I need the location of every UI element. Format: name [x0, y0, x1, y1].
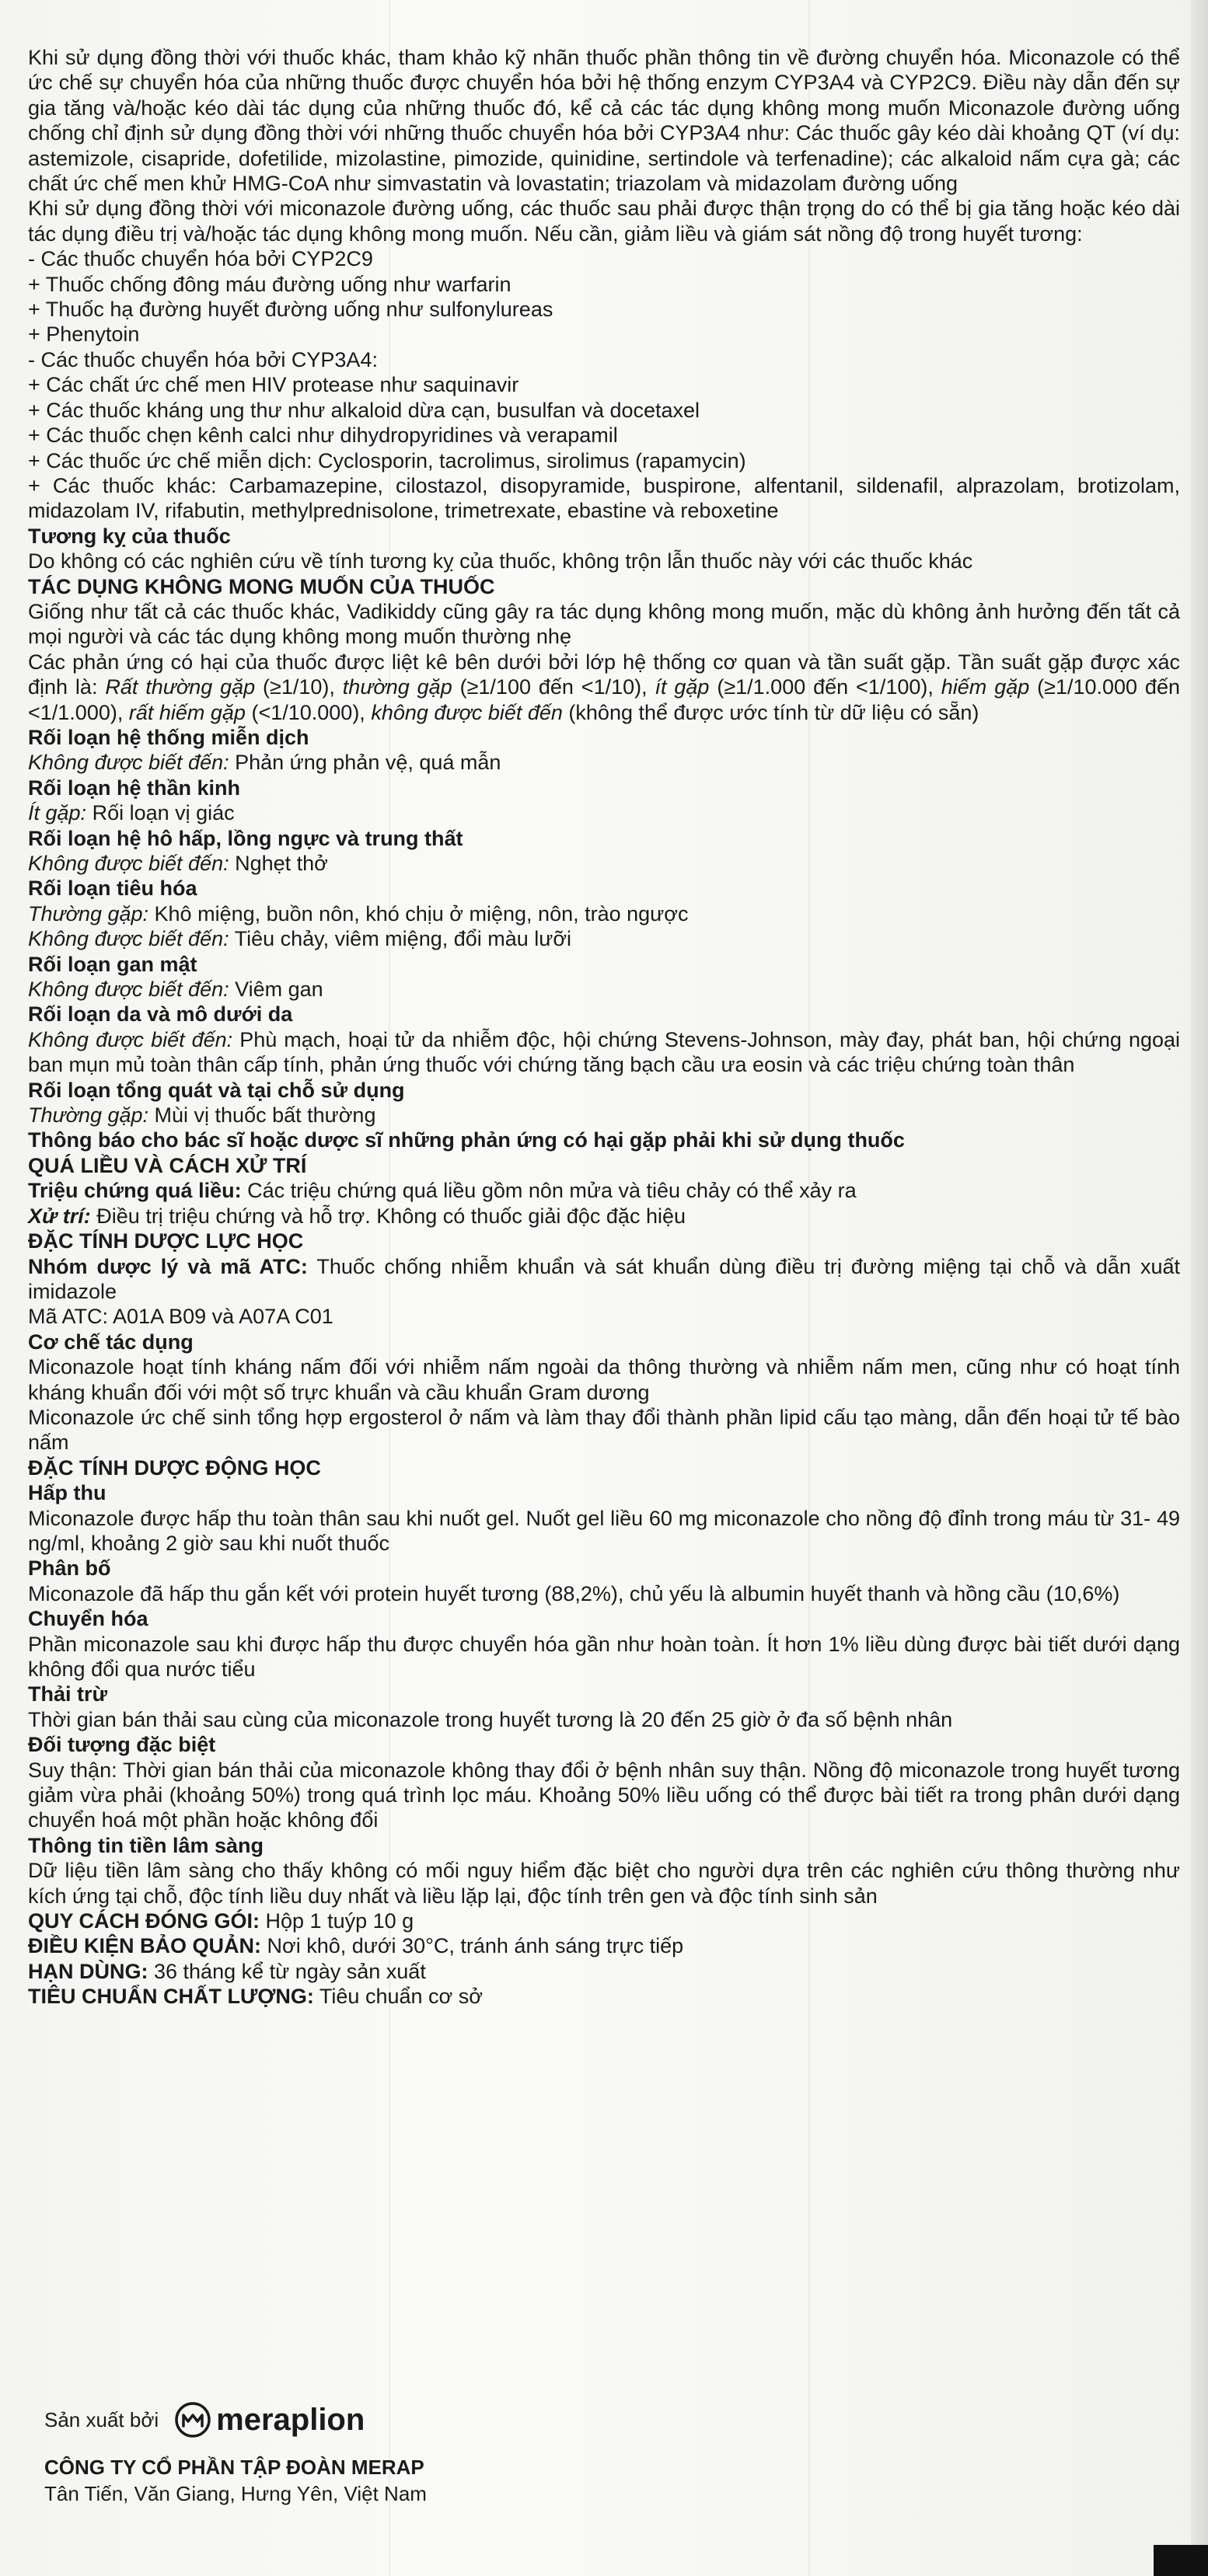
field-label: Triệu chứng quá liều:: [28, 1179, 242, 1203]
storage: [28, 1933, 1180, 1958]
overdose-title: QUÁ LIỀU VÀ CÁCH XỬ TRÍ: [28, 1153, 307, 1177]
caution-item: + Thuốc chống đông máu đường uống như warfarin: [28, 272, 511, 296]
section-title: Rối loạn tổng quát và tại chỗ sử dụng: [28, 1078, 405, 1102]
corner-mark: [1154, 2545, 1208, 2576]
entry-text: Phù mạch, hoại tử da nhiễm độc, hội chứng Stevens-Johnson, mày đay, phát ban, hội chứng ngoại ban mụn mủ toàn thân cấp tính, phản ứng thuốc với chứng tăng bạch cầu ưa eosin và các triệu chứng toàn thân: [28, 1027, 1181, 1077]
report-notice: Thông báo cho bác sĩ hoặc dược sĩ những phản ứng có hại gặp phải khi sử dụng thuốc: [28, 1128, 905, 1152]
freq-range: (≥1/100 đến <1/10),: [452, 675, 655, 699]
freq-term: Thường gặp:: [28, 1103, 149, 1128]
manufacturer-footer: [44, 2401, 427, 2507]
freq-term: không được biết đến: [371, 700, 563, 724]
adverse-entry: [28, 1103, 1180, 1128]
meraplion-logo-icon: [174, 2401, 211, 2438]
field-text: Tiêu chuẩn cơ sở: [313, 1985, 483, 2009]
incompat-title: Tương kỵ của thuốc: [28, 524, 231, 548]
caution-item: + Phenytoin: [28, 322, 140, 347]
section-title: Thải trừ: [28, 1682, 108, 1706]
leaflet-text: [28, 45, 1180, 2010]
caution-item: + Các thuốc chẹn kênh calci như dihydropyridines và verapamil: [28, 424, 618, 448]
field-label: TIÊU CHUẨN CHẤT LƯỢNG:: [28, 1985, 314, 2009]
freq-term: Rất thường gặp: [105, 675, 256, 699]
section-title: Rối loạn hệ thần kinh: [28, 776, 241, 800]
overdose-symptoms: [28, 1178, 1180, 1203]
field-label: ĐIỀU KIỆN BẢO QUẢN:: [28, 1934, 262, 1958]
moa-title: Cơ chế tác dụng: [28, 1330, 194, 1354]
freq-term: rất hiếm gặp: [128, 700, 246, 724]
caution-other: + Các thuốc khác: Carbamazepine, cilostazol, disopyramide, buspirone, alfentanil, sildenafil, alprazolam, brotizolam, midazolam IV, rifabutin, methylprednisolone, trimetrexate, ebastine và reboxetine: [28, 473, 1180, 523]
freq-term: Thường gặp:: [28, 901, 149, 925]
caution-item: - Các thuốc chuyển hóa bởi CYP3A4:: [28, 347, 378, 371]
adverse-entry: [28, 750, 1180, 775]
caution-item: + Các thuốc kháng ung thư như alkaloid dừa cạn, busulfan và docetaxel: [28, 398, 700, 422]
manufacturer-line: [44, 2401, 427, 2438]
caution-item: + Các thuốc ức chế miễn dịch: Cyclosporin, tacrolimus, sirolimus (rapamycin): [28, 448, 746, 472]
pd-group: [28, 1254, 1180, 1305]
moa-text: Miconazole hoạt tính kháng nấm đối với nhiễm nấm ngoài da thông thường và nhiễm nấm men, cũng như có hoạt tính kháng khuẩn đối với một số trực khuẩn và cầu khuẩn Gram dương: [28, 1355, 1180, 1404]
field-text: Các triệu chứng quá liều gồm nôn mửa và tiêu chảy có thể xảy ra: [241, 1179, 857, 1203]
preclin-text: Dữ liệu tiền lâm sàng cho thấy không có mối nguy hiểm đặc biệt cho người dựa trên các nghiên cứu thông thường như kích ứng tại chỗ, độc tính liều duy nhất và liều lặp lại, độc tính trên gen và độc tính sinh sản: [28, 1859, 1180, 1908]
meraplion-logo: [174, 2401, 365, 2438]
field-label: HẠN DÙNG:: [28, 1959, 148, 1983]
freq-term: Ít gặp:: [28, 801, 87, 825]
interactions-text: Khi sử dụng đồng thời với thuốc khác, tham khảo kỹ nhãn thuốc phần thông tin về đường chuyển hóa. Miconazole có thể ức chế sự chuyển hóa của những thuốc được chuyển hóa bởi hệ thống enzym CYP3A4 và CYP2C9. Điều này dẫn đến sự gia tăng và/hoặc kéo dài tác dụng của những thuốc đó, kể cả các tác dụng không mong muốn Miconazole đường uống chống chỉ định sử dụng đồng thời với những thuốc chuyển hóa bởi CYP3A4 như: Các thuốc gây kéo dài khoảng QT (ví dụ: astemizole, cisapride, dofetilide, mizolastine, pimozide, quinidine, sertindole và terfenadine); các alkaloid nấm cựa gà; các chất ức chế men khử HMG-CoA như simvastatin và lovastatin; triazolam và midazolam đường uống: [28, 46, 1180, 196]
adverse-entry: [28, 1027, 1180, 1078]
section-title: Rối loạn hệ thống miễn dịch: [28, 725, 309, 749]
adverse-title: TÁC DỤNG KHÔNG MONG MUỐN CỦA THUỐC: [28, 574, 495, 598]
paper-edge: [1191, 0, 1208, 2576]
caution-intro: Khi sử dụng đồng thời với miconazole đường uống, các thuốc sau phải được thận trọng do có thể bị gia tăng hoặc kéo dài tác dụng điều trị và/hoặc tác dụng không mong muốn. Nếu cần, giảm liều và giám sát nồng độ trong huyết tương:: [28, 197, 1180, 246]
section-title: Rối loạn tiêu hóa: [28, 877, 197, 901]
special-text: Suy thận: Thời gian bán thải của miconazole không thay đổi ở bệnh nhân suy thận. Nồng độ miconazole trong huyết tương giảm vừa phải (khoảng 50%) trong quá trình lọc máu. Khoảng 50% liều uống có thể được bài tiết ra trong phân dưới dạng chuyển hoá một phần hoặc không đổi: [28, 1758, 1180, 1832]
section-title: Đối tượng đặc biệt: [28, 1733, 216, 1757]
field-text: Thuốc chống nhiễm khuẩn và sát khuẩn dùng điều trị đường miệng tại chỗ và dẫn xuất imidazole: [28, 1254, 1180, 1303]
dist-text: Miconazole đã hấp thu gắn kết với protein huyết tương (88,2%), chủ yếu là albumin huyết thanh và hồng cầu (10,6%): [28, 1581, 1120, 1605]
fold-line: [808, 0, 810, 2576]
freq-range: (≥1/1.000 đến <1/100),: [709, 675, 941, 699]
freq-term: thường gặp: [342, 675, 452, 699]
freq-term: ít gặp: [655, 675, 710, 699]
adverse-entry: [28, 901, 1180, 926]
company-address: Tân Tiến, Văn Giang, Hưng Yên, Việt Nam: [44, 2482, 427, 2505]
entry-text: Tiêu chảy, viêm miệng, đổi màu lưỡi: [229, 927, 572, 951]
field-text: Hộp 1 tuýp 10 g: [260, 1909, 414, 1933]
incompat-text: Do không có các nghiên cứu về tính tương kỵ của thuốc, không trộn lẫn thuốc này với các thuốc khác: [28, 549, 973, 573]
freq-term: hiếm gặp: [941, 675, 1030, 699]
field-label: Nhóm dược lý và mã ATC:: [28, 1254, 308, 1278]
caution-item: - Các thuốc chuyển hóa bởi CYP2C9: [28, 247, 373, 271]
entry-text: Mùi vị thuốc bất thường: [148, 1103, 376, 1128]
adverse-entry: [28, 926, 1180, 951]
fold-line: [389, 0, 390, 2576]
freq-term: Không được biết đến:: [28, 751, 229, 775]
caution-item: + Các chất ức chế men HIV protease như saquinavir: [28, 373, 519, 397]
section-title: Phân bố: [28, 1556, 111, 1581]
section-title: Rối loạn hệ hô hấp, lồng ngực và trung thất: [28, 826, 463, 850]
freq-term: Không được biết đến:: [28, 1027, 233, 1051]
atc-code: Mã ATC: A01A B09 và A07A C01: [28, 1305, 333, 1329]
field-text: 36 tháng kể từ ngày sản xuất: [148, 1959, 426, 1983]
packaging: [28, 1908, 1180, 1933]
entry-text: Nghẹt thở: [229, 852, 328, 875]
pd-title: ĐẶC TÍNH DƯỢC LỰC HỌC: [28, 1229, 304, 1253]
entry-text: Viêm gan: [229, 978, 323, 1002]
logo-text: meraplion: [216, 2403, 365, 2437]
absorb-text: Miconazole được hấp thu toàn thân sau khi nuốt gel. Nuốt gel liều 60 mg miconazole cho nồng độ đỉnh trong máu từ 31- 49 ng/ml, khoảng 2 giờ sau khi nuốt thuốc: [28, 1506, 1180, 1555]
freq-term: Không được biết đến:: [28, 852, 229, 875]
caution-item: + Thuốc hạ đường huyết đường uống như sulfonylureas: [28, 298, 553, 322]
section-title: Rối loạn da và mô dưới da: [28, 1002, 293, 1027]
entry-text: Rối loạn vị giác: [86, 801, 235, 825]
freq-range: (≥1/10.000 đến <1/1.000),: [28, 675, 1180, 724]
freq-term: Không được biết đến:: [28, 927, 229, 951]
pk-title: ĐẶC TÍNH DƯỢC ĐỘNG HỌC: [28, 1455, 321, 1480]
section-title: Rối loạn gan mật: [28, 952, 197, 976]
adverse-intro: Giống như tất cả các thuốc khác, Vadikiddy cũng gây ra tác dụng không mong muốn, mặc dù không ảnh hưởng đến tất cả mọi người và các tác dụng không mong muốn thường nhẹ: [28, 599, 1180, 649]
adverse-entry: [28, 851, 1180, 876]
made-by-label: Sản xuất bởi: [44, 2408, 159, 2431]
frequency-definition: [28, 650, 1180, 725]
section-title: Hấp thu: [28, 1481, 106, 1505]
freq-term: Không được biết đến:: [28, 978, 229, 1002]
field-text: Điều trị triệu chứng và hỗ trợ. Không có thuốc giải độc đặc hiệu: [90, 1204, 686, 1228]
field-label: QUY CÁCH ĐÓNG GÓI:: [28, 1909, 260, 1933]
freq-lead: Các phản ứng có hại của thuốc được liệt kê bên dưới bởi lớp hệ thống cơ quan và tần suất gặp. Tần suất gặp được xác định là:: [28, 650, 1180, 699]
entry-text: Phản ứng phản vệ, quá mẫn: [229, 751, 501, 775]
expiry: [28, 1959, 1180, 1984]
elim-text: Thời gian bán thải sau cùng của miconazole trong huyết tương là 20 đến 25 giờ ở đa số bệnh nhân: [28, 1707, 953, 1731]
field-text: Nơi khô, dưới 30°C, tránh ánh sáng trực tiếp: [261, 1934, 684, 1958]
section-title: Thông tin tiền lâm sàng: [28, 1833, 264, 1857]
moa-text: Miconazole ức chế sinh tổng hợp ergosterol ở nấm và làm thay đổi thành phần lipid cấu tạo màng, dẫn đến hoại tử tế bào nấm: [28, 1405, 1180, 1455]
freq-range: (≥1/10),: [255, 675, 343, 699]
freq-range: (không thể được ước tính từ dữ liệu có sẵn): [562, 700, 979, 724]
adverse-entry: [28, 977, 1180, 1002]
section-title: Chuyển hóa: [28, 1607, 148, 1631]
field-label: Xử trí:: [28, 1204, 91, 1228]
overdose-treatment: [28, 1204, 1180, 1229]
metab-text: Phần miconazole sau khi được hấp thu được chuyển hóa gần như hoàn toàn. Ít hơn 1% liều dùng được bài tiết dưới dạng không đổi qua nước tiểu: [28, 1632, 1180, 1681]
company-name: CÔNG TY CỔ PHẦN TẬP ĐOÀN MERAP: [44, 2456, 424, 2479]
freq-range: (<1/10.000),: [245, 700, 372, 724]
entry-text: Khô miệng, buồn nôn, khó chịu ở miệng, nôn, trào ngược: [148, 901, 689, 925]
quality-standard: [28, 1984, 1180, 2009]
adverse-entry: [28, 800, 1180, 825]
